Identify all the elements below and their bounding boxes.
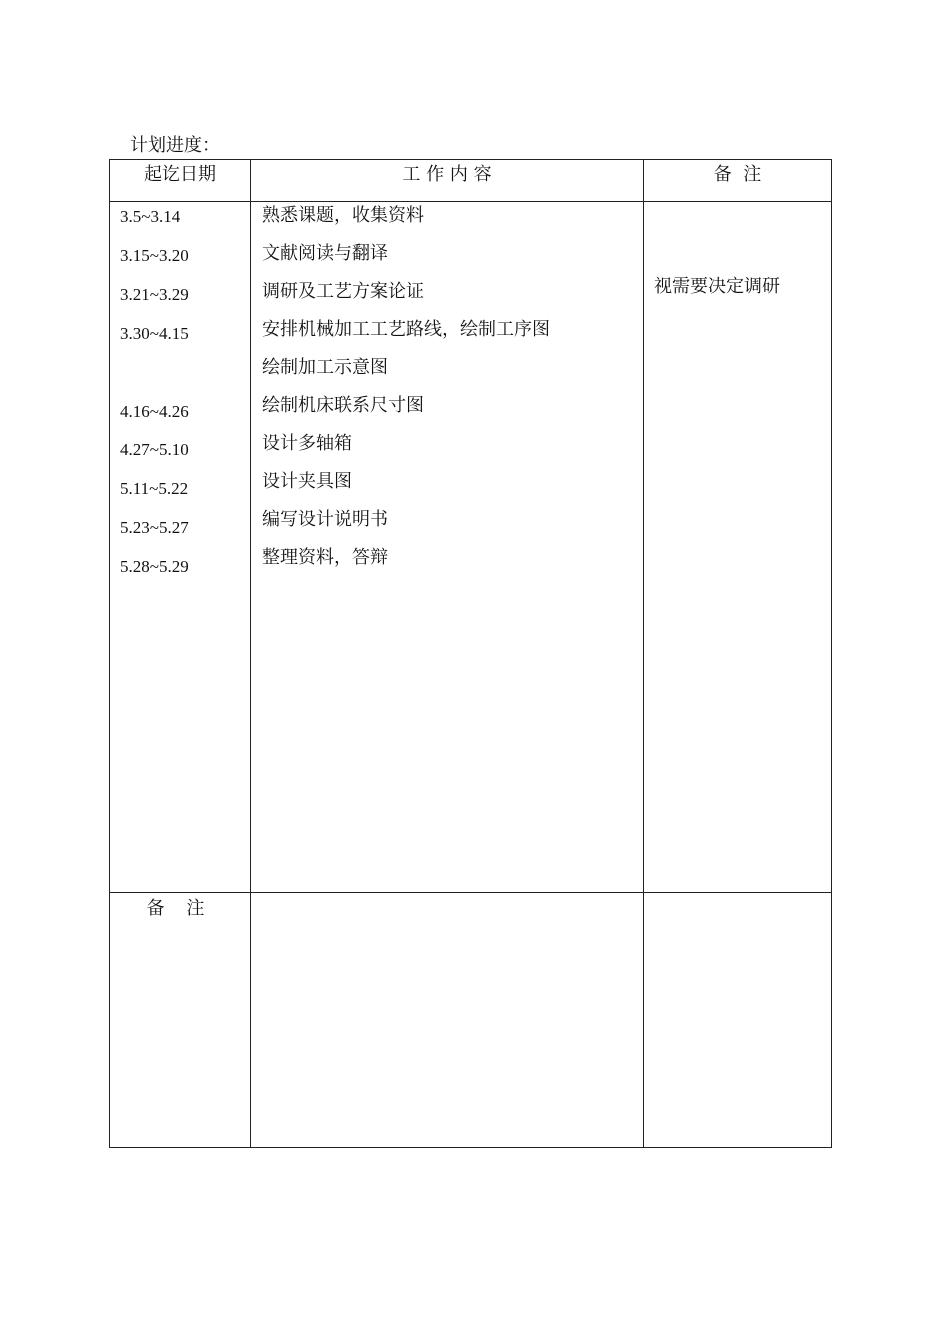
task-item: 熟悉课题，收集资料	[262, 205, 424, 226]
task-item: 调研及工艺方案论证	[262, 281, 424, 302]
table-body-row	[110, 202, 832, 893]
date-item: 5.23~5.27	[120, 518, 189, 538]
header-note: 备 注	[644, 160, 832, 202]
date-item: 3.30~4.15	[120, 323, 189, 343]
date-item: 4.16~4.26	[120, 401, 189, 421]
date-item: 3.21~3.29	[120, 284, 189, 304]
table-footer-row	[110, 893, 832, 1148]
footer-note-cell	[644, 893, 832, 1148]
note-cell	[644, 202, 832, 893]
task-item: 编写设计说明书	[262, 509, 388, 530]
task-item: 绘制加工示意图	[262, 357, 388, 378]
task-list	[251, 202, 643, 584]
date-item: 3.5~3.14	[120, 207, 181, 226]
work-cell	[251, 202, 644, 893]
date-item: 5.28~5.29	[120, 557, 189, 577]
footer-label-cell	[110, 893, 251, 1148]
note-text: 视需要决定调研	[654, 276, 780, 297]
header-date: 起讫日期	[110, 160, 251, 202]
task-item: 整理资料，答辩	[262, 547, 388, 568]
date-item: 5.11~5.22	[120, 479, 189, 499]
schedule-table	[109, 159, 832, 1148]
section-label: 计划进度：	[130, 135, 220, 156]
task-item: 设计多轴箱	[262, 433, 352, 454]
task-item: 安排机械加工工艺路线，绘制工序图	[262, 319, 550, 340]
task-item: 绘制机床联系尺寸图	[262, 395, 424, 416]
footer-work-cell	[251, 893, 644, 1148]
footer-label: 备 注	[146, 898, 213, 919]
task-item: 设计夹具图	[262, 471, 352, 492]
date-item: 3.15~3.20	[120, 245, 189, 265]
date-cell	[110, 202, 251, 893]
date-list	[110, 202, 250, 595]
table-header-row	[110, 160, 832, 202]
date-item: 4.27~5.10	[120, 440, 189, 460]
task-item: 文献阅读与翻译	[262, 243, 388, 264]
date-item	[120, 362, 250, 401]
header-work: 工 作 内 容	[251, 160, 644, 202]
